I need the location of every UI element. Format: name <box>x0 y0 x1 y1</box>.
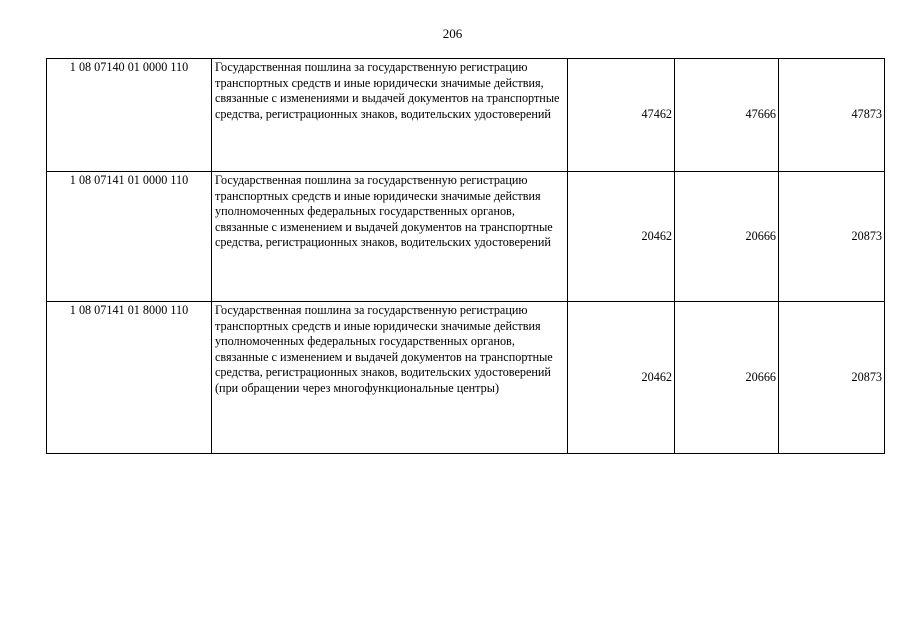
table-row <box>47 172 885 302</box>
value-cell-year-3: 47873 <box>779 59 885 172</box>
value-cell-year-1: 20462 <box>568 302 675 454</box>
value-cell-year-2: 20666 <box>675 172 779 302</box>
description-cell: Государственная пошлина за государственную регистрацию транспортных средств и иные юридически значимые действия, связанные с изменениями и выдачей документов на транспортные средства, регистрационных знаков, водительских удостоверений <box>212 59 568 172</box>
value-cell-year-1: 20462 <box>568 172 675 302</box>
description-cell: Государственная пошлина за государственную регистрацию транспортных средств и иные юридически значимые действия уполномоченных федеральных государственных органов, связанные с изменением и выдачей документов на транспортные средства, регистрационных знаков, водительских удостоверений <box>212 172 568 302</box>
budget-code-cell: 1 08 07140 01 0000 110 <box>47 59 212 172</box>
value-cell-year-3: 20873 <box>779 172 885 302</box>
page-number: 206 <box>442 26 463 41</box>
budget-code-cell: 1 08 07141 01 8000 110 <box>47 302 212 454</box>
table-row <box>47 302 885 454</box>
value-cell-year-1: 47462 <box>568 59 675 172</box>
value-cell-year-2: 20666 <box>675 302 779 454</box>
value-cell-year-2: 47666 <box>675 59 779 172</box>
description-cell: Государственная пошлина за государственную регистрацию транспортных средств и иные юридически значимые действия уполномоченных федеральных государственных органов, связанные с изменением и выдачей документов на транспортные средства, регистрационных знаков, водительских удостоверений (при обращении через многофункциональные центры) <box>212 302 568 454</box>
table-row <box>47 59 885 172</box>
budget-revenue-table <box>46 58 885 454</box>
budget-code-cell: 1 08 07141 01 0000 110 <box>47 172 212 302</box>
value-cell-year-3: 20873 <box>779 302 885 454</box>
